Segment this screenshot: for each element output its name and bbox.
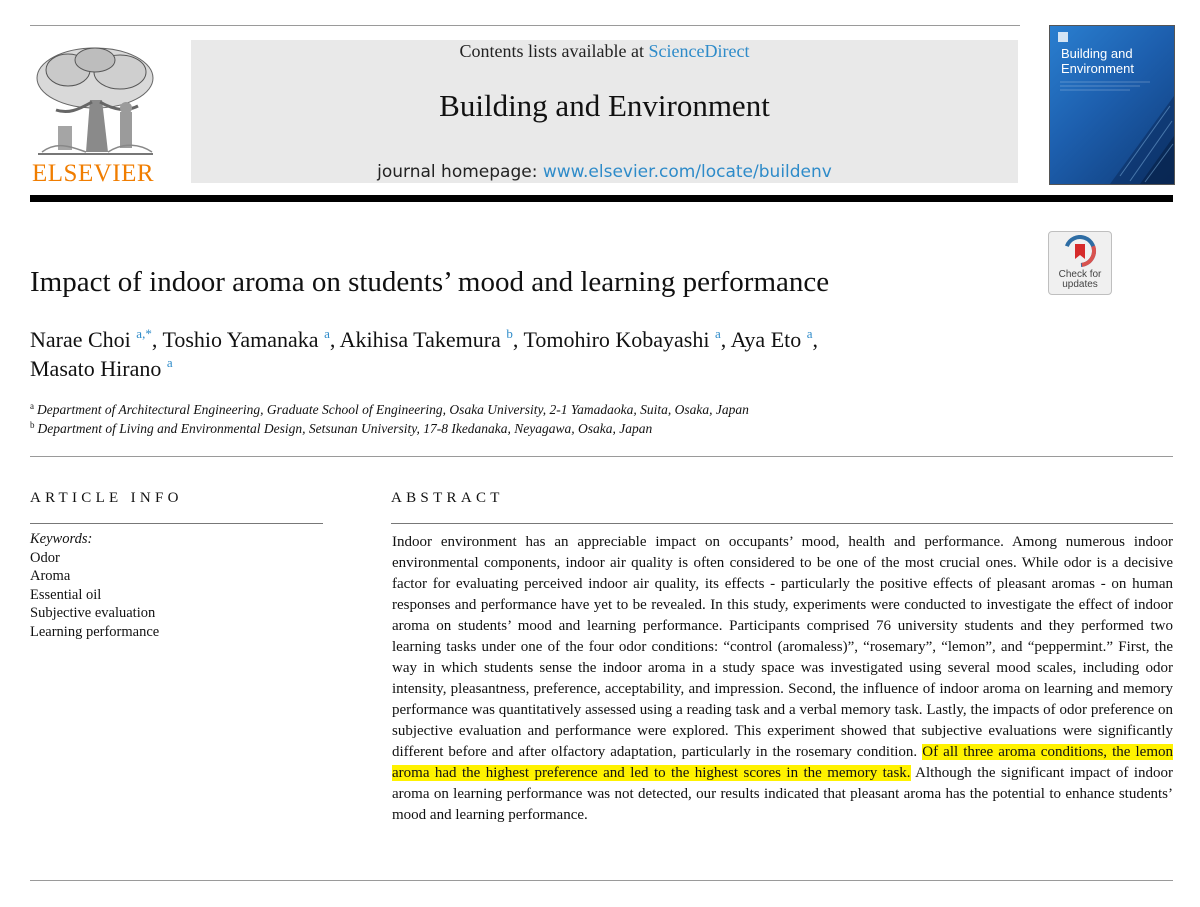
homepage-prefix: journal homepage: bbox=[377, 162, 538, 182]
section-divider bbox=[30, 456, 1173, 457]
article-info-rule bbox=[30, 523, 323, 524]
keyword-item: Learning performance bbox=[30, 623, 160, 640]
bottom-rule bbox=[30, 880, 1173, 881]
author-separator: , bbox=[812, 327, 819, 352]
top-rule bbox=[30, 25, 1020, 26]
author-separator: , bbox=[720, 327, 727, 352]
contents-line bbox=[191, 41, 1018, 62]
journal-masthead bbox=[191, 40, 1018, 183]
author-separator: , bbox=[151, 327, 158, 352]
check-updates-label bbox=[1049, 270, 1111, 290]
author-affil-mark[interactable]: b bbox=[506, 326, 513, 341]
journal-homepage-line bbox=[191, 162, 1018, 182]
affiliation-item bbox=[30, 419, 749, 438]
affiliation-text: Department of Living and Environmental Design, Setsunan University, 17-8 Ikedanaka, Neyagawa, Osaka, Japan bbox=[37, 421, 653, 436]
check-updates-line1: Check for bbox=[1058, 269, 1102, 280]
abstract-highlighted-sentence: Of all three aroma conditions, the lemon aroma had the highest preference and led to the highest scores in the memory task. bbox=[392, 744, 1174, 781]
abstract-rule bbox=[391, 523, 1173, 524]
elsevier-wordmark: ELSEVIER bbox=[32, 160, 155, 187]
journal-title: Building and Environment bbox=[439, 88, 770, 123]
keywords-block bbox=[30, 530, 159, 642]
check-updates-line2: updates bbox=[1062, 279, 1098, 290]
author-name[interactable]: Tomohiro Kobayashi bbox=[523, 327, 710, 352]
author-name[interactable]: Masato Hirano bbox=[30, 356, 162, 381]
abstract-text bbox=[392, 532, 1173, 826]
keyword-item: Aroma bbox=[30, 568, 71, 585]
header-thick-rule bbox=[30, 195, 1173, 202]
author-separator: , bbox=[329, 327, 336, 352]
journal-cover-image[interactable] bbox=[1049, 25, 1175, 185]
affiliation-item bbox=[30, 400, 749, 419]
abstract-heading: ABSTRACT bbox=[391, 490, 504, 506]
keyword-item: Essential oil bbox=[30, 586, 102, 603]
keyword-item: Odor bbox=[30, 549, 60, 566]
author-affil-mark[interactable]: a bbox=[714, 326, 721, 341]
author-name[interactable]: Akihisa Takemura bbox=[339, 327, 501, 352]
cover-building-graphic bbox=[1050, 26, 1174, 184]
check-for-updates-button[interactable] bbox=[1048, 231, 1112, 295]
sciencedirect-link[interactable]: ScienceDirect bbox=[648, 41, 750, 61]
affiliation-list bbox=[30, 400, 749, 438]
article-title: Impact of indoor aroma on students’ mood and learning performance bbox=[30, 266, 830, 298]
author-name[interactable]: Narae Choi bbox=[30, 327, 131, 352]
keywords-list bbox=[30, 549, 159, 642]
author-name[interactable]: Toshio Yamanaka bbox=[162, 327, 319, 352]
author-affil-mark[interactable]: a, bbox=[136, 326, 146, 341]
affiliation-mark: a bbox=[30, 401, 34, 411]
keyword-item: Subjective evaluation bbox=[30, 605, 156, 622]
affiliation-text: Department of Architectural Engineering, Graduate School of Engineering, Osaka University, 2-1 Yamadaoka, Suita, Osaka, Japan bbox=[37, 402, 749, 417]
contents-prefix: Contents lists available at bbox=[459, 41, 644, 61]
corresponding-author-mark[interactable]: * bbox=[145, 326, 152, 341]
author-affil-mark[interactable]: a bbox=[166, 355, 173, 370]
journal-homepage-link[interactable]: www.elsevier.com/locate/buildenv bbox=[542, 162, 832, 182]
author-separator: , bbox=[512, 327, 519, 352]
keywords-label: Keywords: bbox=[30, 531, 93, 547]
author-affil-mark[interactable]: a bbox=[806, 326, 813, 341]
author-affil-mark[interactable]: a bbox=[324, 326, 330, 341]
abstract-body: Indoor environment has an appreciable impact on occupants’ mood, health and performance. Among numerous indoor environmental components, indoor air quality is often considered to be one of the most crucial ones. While odor is a decisive factor for evaluating perceived indoor air quality, its effects - particularly the positive effects of pleasant aromas - on human responses and performance have yet to be revealed. In this study, experiments were conducted to investigate the effect of indoor aroma on students’ mood and learning performance. Participants comprised 76 university students and they performed two learning tasks under one of the four odor conditions: “control (aromaless)”, “rosemary”, “lemon”, and “peppermint.” First, the way in which students sense the indoor aroma in a study space was investigated using several mood scales, including odor intensity, pleasantness, preference, acceptability, and impression. Second, the influence of indoor aroma on learning and memory performance was quantitatively assessed using a reading task and a verbal memory task. Lastly, the impacts of odor preference on subjective evaluation and performance were explored. This experiment showed that subjective evaluations were significantly different before and after olfactory adaptation, particularly in the rosemary condition. bbox=[392, 534, 1173, 760]
abstract-conclusion: Although the significant impact of indoor aroma on learning performance was not detected, our results indicated that pleasant aroma has the potential to enhance students’ mood and learning performance. bbox=[392, 765, 1173, 823]
affiliation-mark: b bbox=[30, 420, 35, 430]
article-info-heading: ARTICLE INFO bbox=[30, 490, 183, 506]
cover-title-line1: Building and bbox=[1061, 46, 1133, 61]
author-list bbox=[30, 325, 990, 383]
cover-title-line2: Environment bbox=[1061, 61, 1134, 76]
check-updates-icon bbox=[1062, 235, 1098, 271]
author-name[interactable]: Aya Eto bbox=[730, 327, 802, 352]
